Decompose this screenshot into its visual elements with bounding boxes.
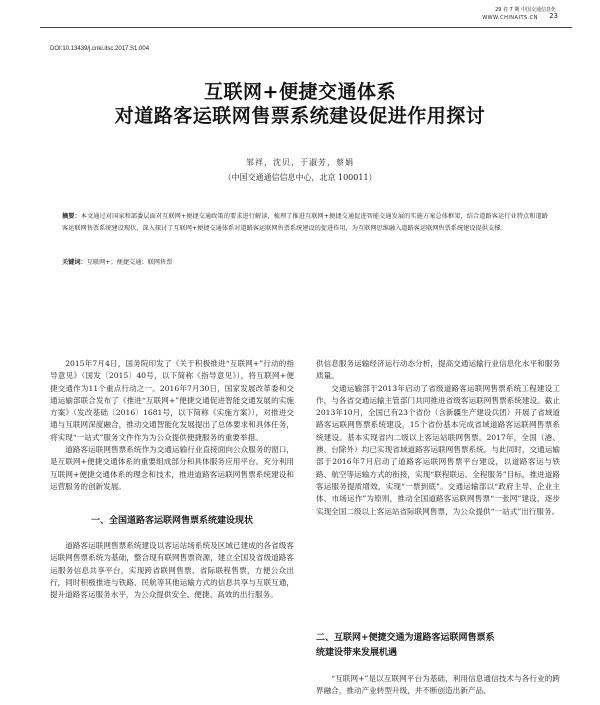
page-number: 23 <box>549 12 558 20</box>
left-column-bottom <box>50 540 294 601</box>
title-line-1: 互联网+便捷交通体系 <box>204 81 396 103</box>
right-paragraph-2: 交通运输部于2013年启动了省级道路客运联网售票系统工程建设工作，与各省交通运输主管部门共同推进省级客运联网售票系统建设。截止2013年10月，全国已有23个省份（含新疆生产建设兵团）开展了省域道路客运联网售票系统建设，15个省份基本完成省域道路客运联网售票系统建设。基本实现省内二级以上客运站联网售票。2017年，全国（港、澳、台除外）均已实现省域道路客运联网售票系统。与此同时，交通运输部于2016年7月启动了道路客运联网售票平台建设，以道路客运与铁路、航空等运输方式的衔接，实现“联程联运、全程服务”目标，推进道路客运服务提质增效，实现“一票到底”。交通运输部以“政府主导、企业主体、市场运作”为原则，推动全国道路客运联网售票“一张网”建设，逐步实现全国二级以上客运站省际联网售票，为公众提供“一站式”出行服务。 <box>316 383 560 516</box>
left-paragraph-1: 2015年7月4日，国务院印发了《关于积极推进“互联网+”行动的指导意见》（国发〔2015〕40号，以下简称《指导意见》），将互联网+便捷交通作为11个重点行动之一。2016年7月30日，国家发展改革委和交通运输部联合发布了《推进“互联网+”便捷交通促进智能交通发展的实施方案》（发改基础〔2016〕1681号，以下简称《实施方案》），对推进交通与互联网深度融合，推动交通智能化发展提出了总体要求和具体任务，将实现“一站式”服务文件作为为公众提供便捷服务的重要举措。 <box>50 359 294 442</box>
right-column-bottom <box>316 673 560 698</box>
abstract <box>62 211 548 235</box>
abstract-label: 摘要： <box>62 213 81 220</box>
left-paragraph-3: 道路客运联网售票系统建设以客运站场系统及区域已建成的各省级客运联网售票系统为基础，整合现有联网售票资源，建立全国及省级道路客运服务信息共享平台，实现跨省联网售票、省际联程售票，方便公众出行，同时积极推进与铁路、民航等其他运输方式的信息共享与互联互通，提升道路客运服务水平，为公众提供安全、便捷、高效的出行服务。 <box>50 541 294 600</box>
left-column-top <box>50 358 294 493</box>
keywords <box>62 257 548 266</box>
journal-website: WWW.CHINAITS.CN <box>482 15 538 21</box>
section-heading-2-line-2: 统建设带来发展机遇 <box>316 648 398 658</box>
left-paragraph-2: 道路客运联网售票系统作为交通运输行业直接面向公众服务的窗口，是互联网+便捷交通体系的重要组成部分和具体服务应用平台。充分利用互联网+便捷交通体系的理念和技术，推进道路客运联网售票系统建设和运营服务的创新发展。 <box>50 445 294 491</box>
section-heading-1: 一、全国道路客运联网售票系统建设现状 <box>90 516 253 526</box>
affiliation: （中国交通通信信息中心，北京 100011） <box>223 173 377 182</box>
section-heading-2 <box>316 631 562 661</box>
journal-header: 29 卷 7 期 中国交通信息化 <box>495 7 556 13</box>
title-line-2: 对道路客运联网售票系统建设促进作用探讨 <box>114 105 486 127</box>
right-column-top <box>316 358 560 518</box>
keywords-label: 关键词： <box>62 259 87 266</box>
section-heading-2-line-1: 二、互联网+便捷交通为道路客运联网售票系 <box>316 633 495 643</box>
doi-line: DOI:10.13439/j.cnki.itsc.2017.S1.004 <box>50 46 150 52</box>
header-rule <box>40 27 572 28</box>
right-paragraph-1: 供信息服务运输经济运行动态分析，提高交通运输行业信息化水平和服务质量。 <box>316 359 560 381</box>
abstract-text: 本文通过对国家和部委层面对互联网+便捷交通政策的要求进行解读，梳理了推进互联网+便捷交通促进智能交通发展的实施方案总体框架，结合道路客运行业特点和道路客运联网售票系统建设现状，深入探讨了互联网+便捷交通体系对道路客运联网售票系统建设的促进作用，为互联网思维融入道路客运联网售票系统建设提供支撑。 <box>62 213 548 232</box>
right-paragraph-3: “互联网+”是以互联网平台为基础，利用信息通信技术与各行业的跨界融合，推动产业转型升级，并不断创造出新产品、 <box>316 674 560 696</box>
keywords-text: 互联网+；便捷交通；联网售票 <box>86 259 173 266</box>
authors: 邹祥，沈贝，于淑芳，蔡娟 <box>246 158 354 167</box>
